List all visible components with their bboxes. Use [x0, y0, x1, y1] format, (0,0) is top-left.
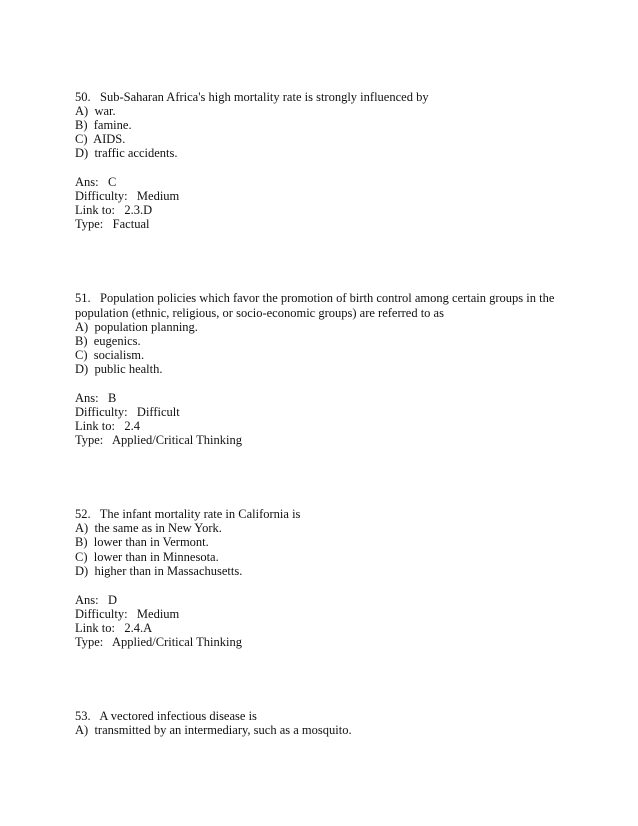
option-d: [75, 362, 163, 376]
meta-value: Difficult: [136, 405, 180, 419]
type-line: [75, 217, 149, 231]
option-a: [75, 104, 116, 118]
option-text: eugenics.: [93, 334, 141, 348]
meta-value: Factual: [112, 217, 150, 231]
meta-value: Medium: [136, 189, 180, 203]
question-number: 50.: [75, 90, 91, 104]
meta-value: 2.3.D: [124, 203, 153, 217]
option-text: socialism.: [93, 348, 145, 362]
option-a: [75, 521, 222, 535]
meta-label: Link to:: [75, 203, 115, 217]
option-d: [75, 564, 242, 578]
option-c: [75, 132, 125, 146]
question-number: 53.: [75, 709, 91, 723]
question-number: 52.: [75, 507, 91, 521]
option-text: transmitted by an intermediary, such as a mosquito.: [94, 723, 352, 737]
meta-label: Difficulty:: [75, 607, 128, 621]
meta-label: Type:: [75, 217, 104, 231]
meta-label: Ans:: [75, 593, 99, 607]
option-letter: C): [75, 550, 88, 564]
option-text: lower than in Vermont.: [93, 535, 209, 549]
meta-value: 2.4.A: [124, 621, 153, 635]
option-letter: D): [75, 362, 89, 376]
option-letter: C): [75, 132, 88, 146]
question-52-stem: [75, 507, 300, 521]
type-line: [75, 433, 242, 447]
difficulty-line: [75, 405, 180, 419]
option-text: the same as in New York.: [94, 521, 222, 535]
option-letter: D): [75, 146, 89, 160]
meta-label: Type:: [75, 635, 104, 649]
option-text: war.: [94, 104, 116, 118]
type-line: [75, 635, 242, 649]
meta-value: C: [108, 175, 117, 189]
link-line: [75, 203, 152, 217]
option-b: [75, 118, 132, 132]
option-b: [75, 535, 209, 549]
meta-value: Medium: [136, 607, 180, 621]
option-letter: A): [75, 320, 89, 334]
option-b: [75, 334, 141, 348]
meta-value: 2.4: [124, 419, 140, 433]
question-text: Population policies which favor the promotion of birth control among certain groups in the: [100, 291, 555, 305]
meta-label: Ans:: [75, 175, 99, 189]
option-c: [75, 550, 219, 564]
meta-label: Difficulty:: [75, 189, 128, 203]
option-letter: B): [75, 118, 88, 132]
meta-value: D: [108, 593, 118, 607]
question-text: Sub-Saharan Africa's high mortality rate is strongly influenced by: [100, 90, 429, 104]
difficulty-line: [75, 607, 179, 621]
option-c: [75, 348, 144, 362]
option-letter: C): [75, 348, 88, 362]
option-text: famine.: [93, 118, 132, 132]
option-letter: A): [75, 104, 89, 118]
option-letter: A): [75, 723, 89, 737]
answer-line: [75, 391, 116, 405]
option-text: lower than in Minnesota.: [93, 550, 219, 564]
difficulty-line: [75, 189, 179, 203]
question-51-stem-continued: population (ethnic, religious, or socio-economic groups) are referred to as: [75, 306, 444, 320]
option-letter: B): [75, 334, 88, 348]
question-text: The infant mortality rate in California is: [99, 507, 301, 521]
question-50-stem: [75, 90, 429, 104]
meta-value: Applied/Critical Thinking: [111, 433, 242, 447]
meta-value: Applied/Critical Thinking: [111, 635, 242, 649]
option-text: traffic accidents.: [94, 146, 178, 160]
option-a: [75, 320, 198, 334]
meta-label: Difficulty:: [75, 405, 128, 419]
option-letter: D): [75, 564, 89, 578]
link-line: [75, 621, 152, 635]
meta-label: Ans:: [75, 391, 99, 405]
option-d: [75, 146, 178, 160]
question-number: 51.: [75, 291, 91, 305]
question-text: A vectored infectious disease is: [99, 709, 257, 723]
meta-label: Type:: [75, 433, 104, 447]
option-letter: B): [75, 535, 88, 549]
option-text: AIDS.: [93, 132, 126, 146]
option-text: population planning.: [94, 320, 198, 334]
option-text: public health.: [94, 362, 163, 376]
meta-value: B: [108, 391, 117, 405]
option-text: higher than in Massachusetts.: [94, 564, 243, 578]
meta-label: Link to:: [75, 419, 115, 433]
option-a: [75, 723, 352, 737]
answer-line: [75, 593, 117, 607]
question-51-stem: [75, 291, 554, 305]
answer-line: [75, 175, 116, 189]
option-letter: A): [75, 521, 89, 535]
link-line: [75, 419, 140, 433]
meta-label: Link to:: [75, 621, 115, 635]
question-53-stem: [75, 709, 257, 723]
